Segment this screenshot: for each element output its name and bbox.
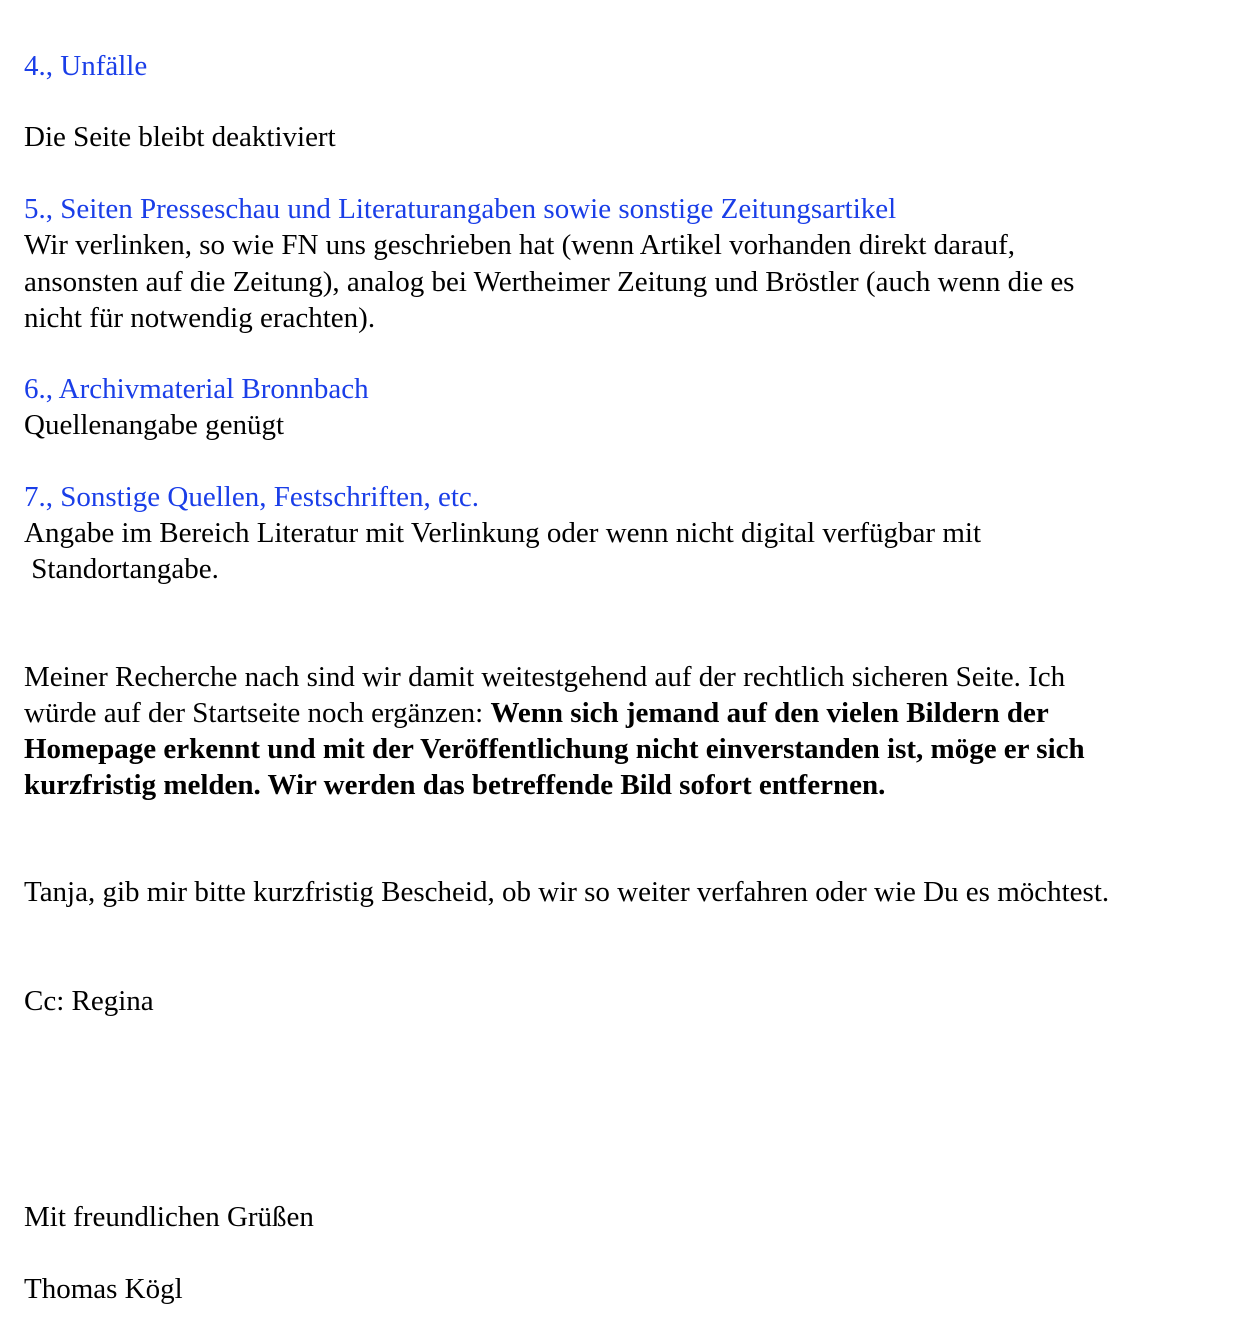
cc-line: Cc: Regina (24, 985, 154, 1017)
research-line-2-bold: Wenn sich jemand auf den vielen Bildern der (490, 697, 1049, 729)
section-5-body-line-2: ansonsten auf die Zeitung), analog bei Wertheimer Zeitung und Bröstler (auch wenn die es (24, 266, 1075, 298)
section-4-heading: 4., Unfälle (24, 50, 148, 82)
request-text: Tanja, gib mir bitte kurzfristig Bescheid, ob wir so weiter verfahren oder wie Du es möchtest. (24, 876, 1110, 908)
research-line-2-normal: würde auf der Startseite noch ergänzen: (24, 697, 491, 729)
research-line-3: Homepage erkennt und mit der Veröffentlichung nicht einverstanden ist, möge er sich (24, 733, 1085, 765)
signature: Thomas Kögl (24, 1273, 183, 1305)
section-7-body-line-2: Standortangabe. (24, 553, 219, 585)
section-7-body-line-1: Angabe im Bereich Literatur mit Verlinkung oder wenn nicht digital verfügbar mit (24, 517, 981, 549)
section-6-body: Quellenangabe genügt (24, 409, 285, 441)
research-line-2 (24, 695, 1049, 731)
section-7-heading: 7., Sonstige Quellen, Festschriften, etc. (24, 481, 480, 513)
section-5-body-line-3: nicht für notwendig erachten). (24, 302, 376, 334)
closing: Mit freundlichen Grüßen (24, 1201, 314, 1233)
section-5-body-line-1: Wir verlinken, so wie FN uns geschrieben hat (wenn Artikel vorhanden direkt darauf, (24, 229, 1015, 261)
section-6-heading: 6., Archivmaterial Bronnbach (24, 373, 369, 405)
section-4-body: Die Seite bleibt deaktiviert (24, 121, 336, 153)
research-line-4: kurzfristig melden. Wir werden das betreffende Bild sofort entfernen. (24, 769, 886, 801)
section-5-heading: 5., Seiten Presseschau und Literaturangaben sowie sonstige Zeitungsartikel (24, 193, 897, 225)
research-line-1: Meiner Recherche nach sind wir damit weitestgehend auf der rechtlich sicheren Seite. Ich (24, 661, 1066, 693)
